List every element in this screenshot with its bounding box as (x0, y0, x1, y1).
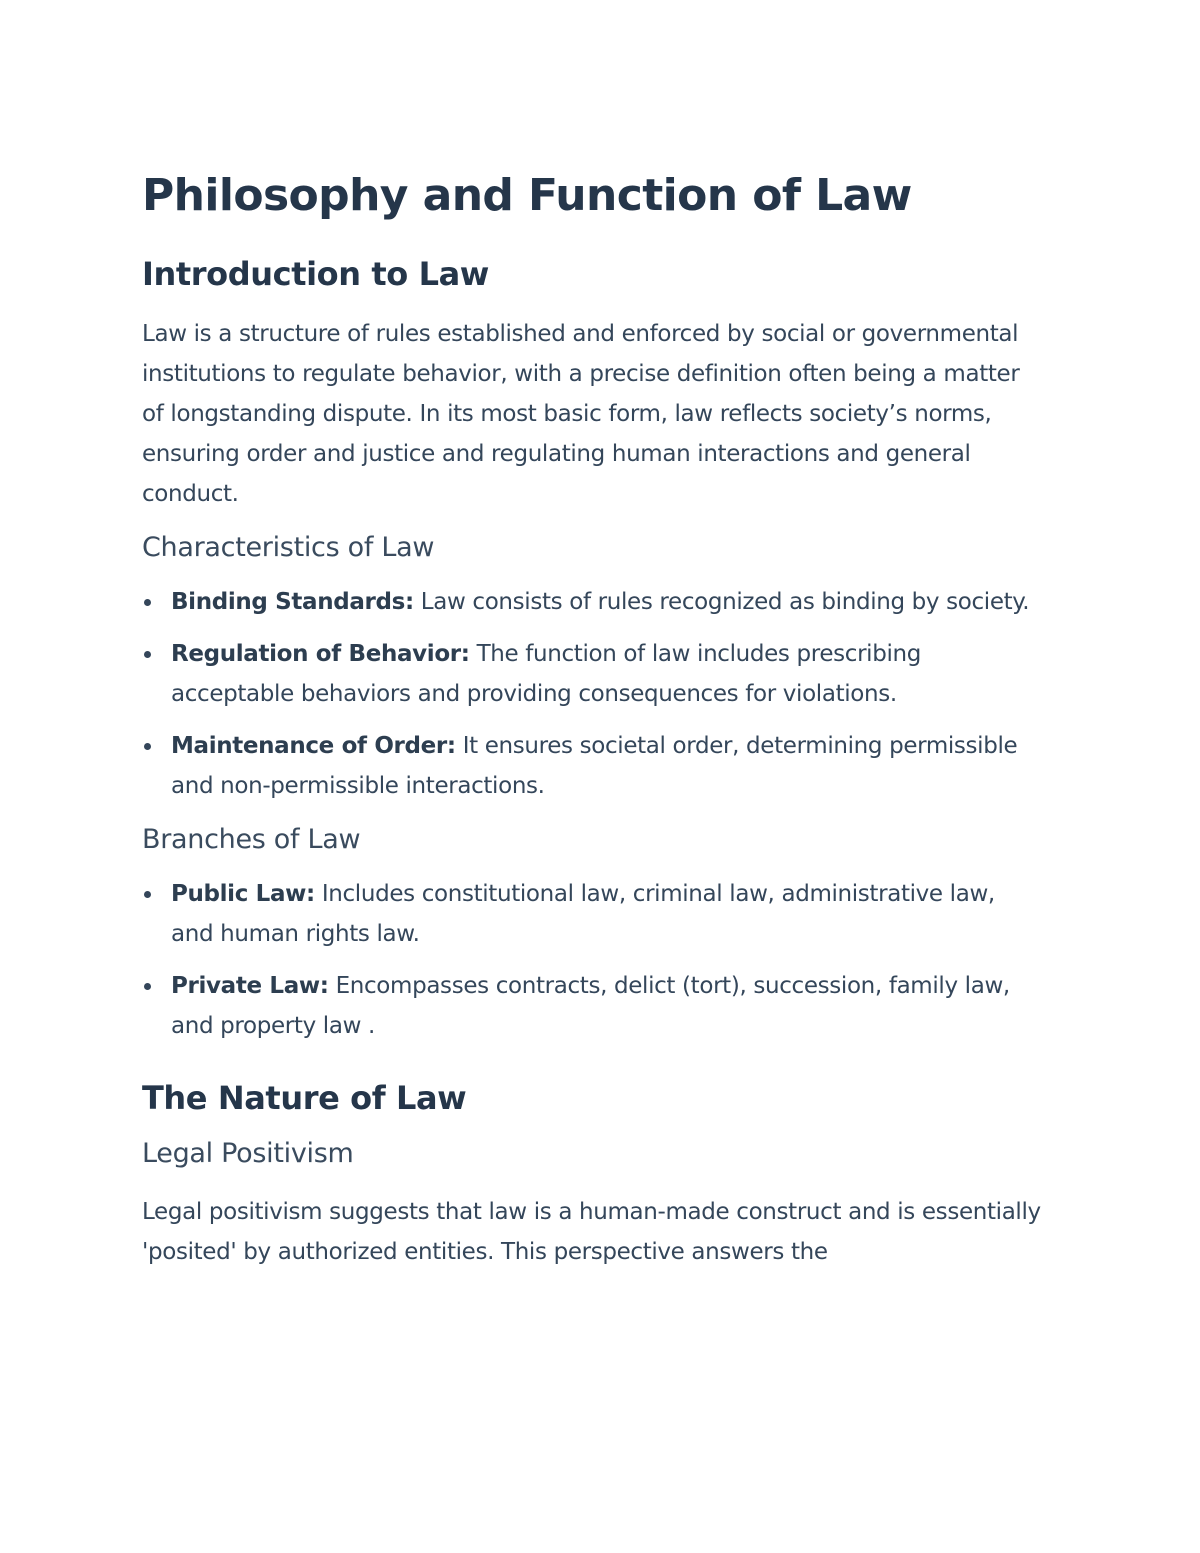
list-item (142, 582, 1042, 622)
list-item-term: Public Law: (171, 881, 315, 907)
subsection-heading-characteristics: Characteristics of Law (142, 532, 435, 563)
subsection-heading-branches: Branches of Law (142, 824, 361, 855)
section-heading-introduction: Introduction to Law (142, 255, 489, 293)
bullet-icon (144, 983, 151, 990)
bullet-icon (144, 891, 151, 898)
list-item-text: Law consists of rules recognized as binding by society. (413, 589, 1030, 615)
list-item-term: Private Law: (171, 973, 329, 999)
characteristics-list (142, 582, 1042, 806)
bullet-icon (144, 743, 151, 750)
list-item (142, 874, 1042, 954)
list-item-text: The function of law includes prescribing acceptable behaviors and providing consequences for violations. (171, 641, 921, 707)
bullet-icon (144, 599, 151, 606)
subsection-heading-positivism: Legal Positivism (142, 1138, 354, 1169)
document-page (142, 168, 1042, 1272)
list-item-text: It ensures societal order, determining permissible and non-permissible interactions. (171, 733, 1018, 799)
document-title: Philosophy and Function of Law (142, 170, 912, 221)
branches-list (142, 874, 1042, 1046)
introduction-paragraph: Law is a structure of rules established and enforced by social or governmental institutions to regulate behavior, with a precise definition often being a matter of longstanding dispute. In its most basic form, law reflects society’s norms, ensuring order and justice and regulating human interactions and general conduct. (142, 321, 1020, 507)
list-item-text: Encompasses contracts, delict (tort), succession, family law, and property law . (171, 973, 1010, 1039)
list-item-term: Maintenance of Order: (171, 733, 456, 759)
bullet-icon (144, 651, 151, 658)
list-item (142, 966, 1042, 1046)
section-heading-nature: The Nature of Law (142, 1079, 467, 1117)
list-item (142, 634, 1042, 714)
list-item-term: Regulation of Behavior: (171, 641, 470, 667)
positivism-paragraph: Legal positivism suggests that law is a human-made construct and is essentially 'posited' by authorized entities. This perspective answers the (142, 1199, 1041, 1265)
list-item-text: Includes constitutional law, criminal law, administrative law, and human rights law. (171, 881, 995, 947)
list-item (142, 726, 1042, 806)
list-item-term: Binding Standards: (171, 589, 414, 615)
